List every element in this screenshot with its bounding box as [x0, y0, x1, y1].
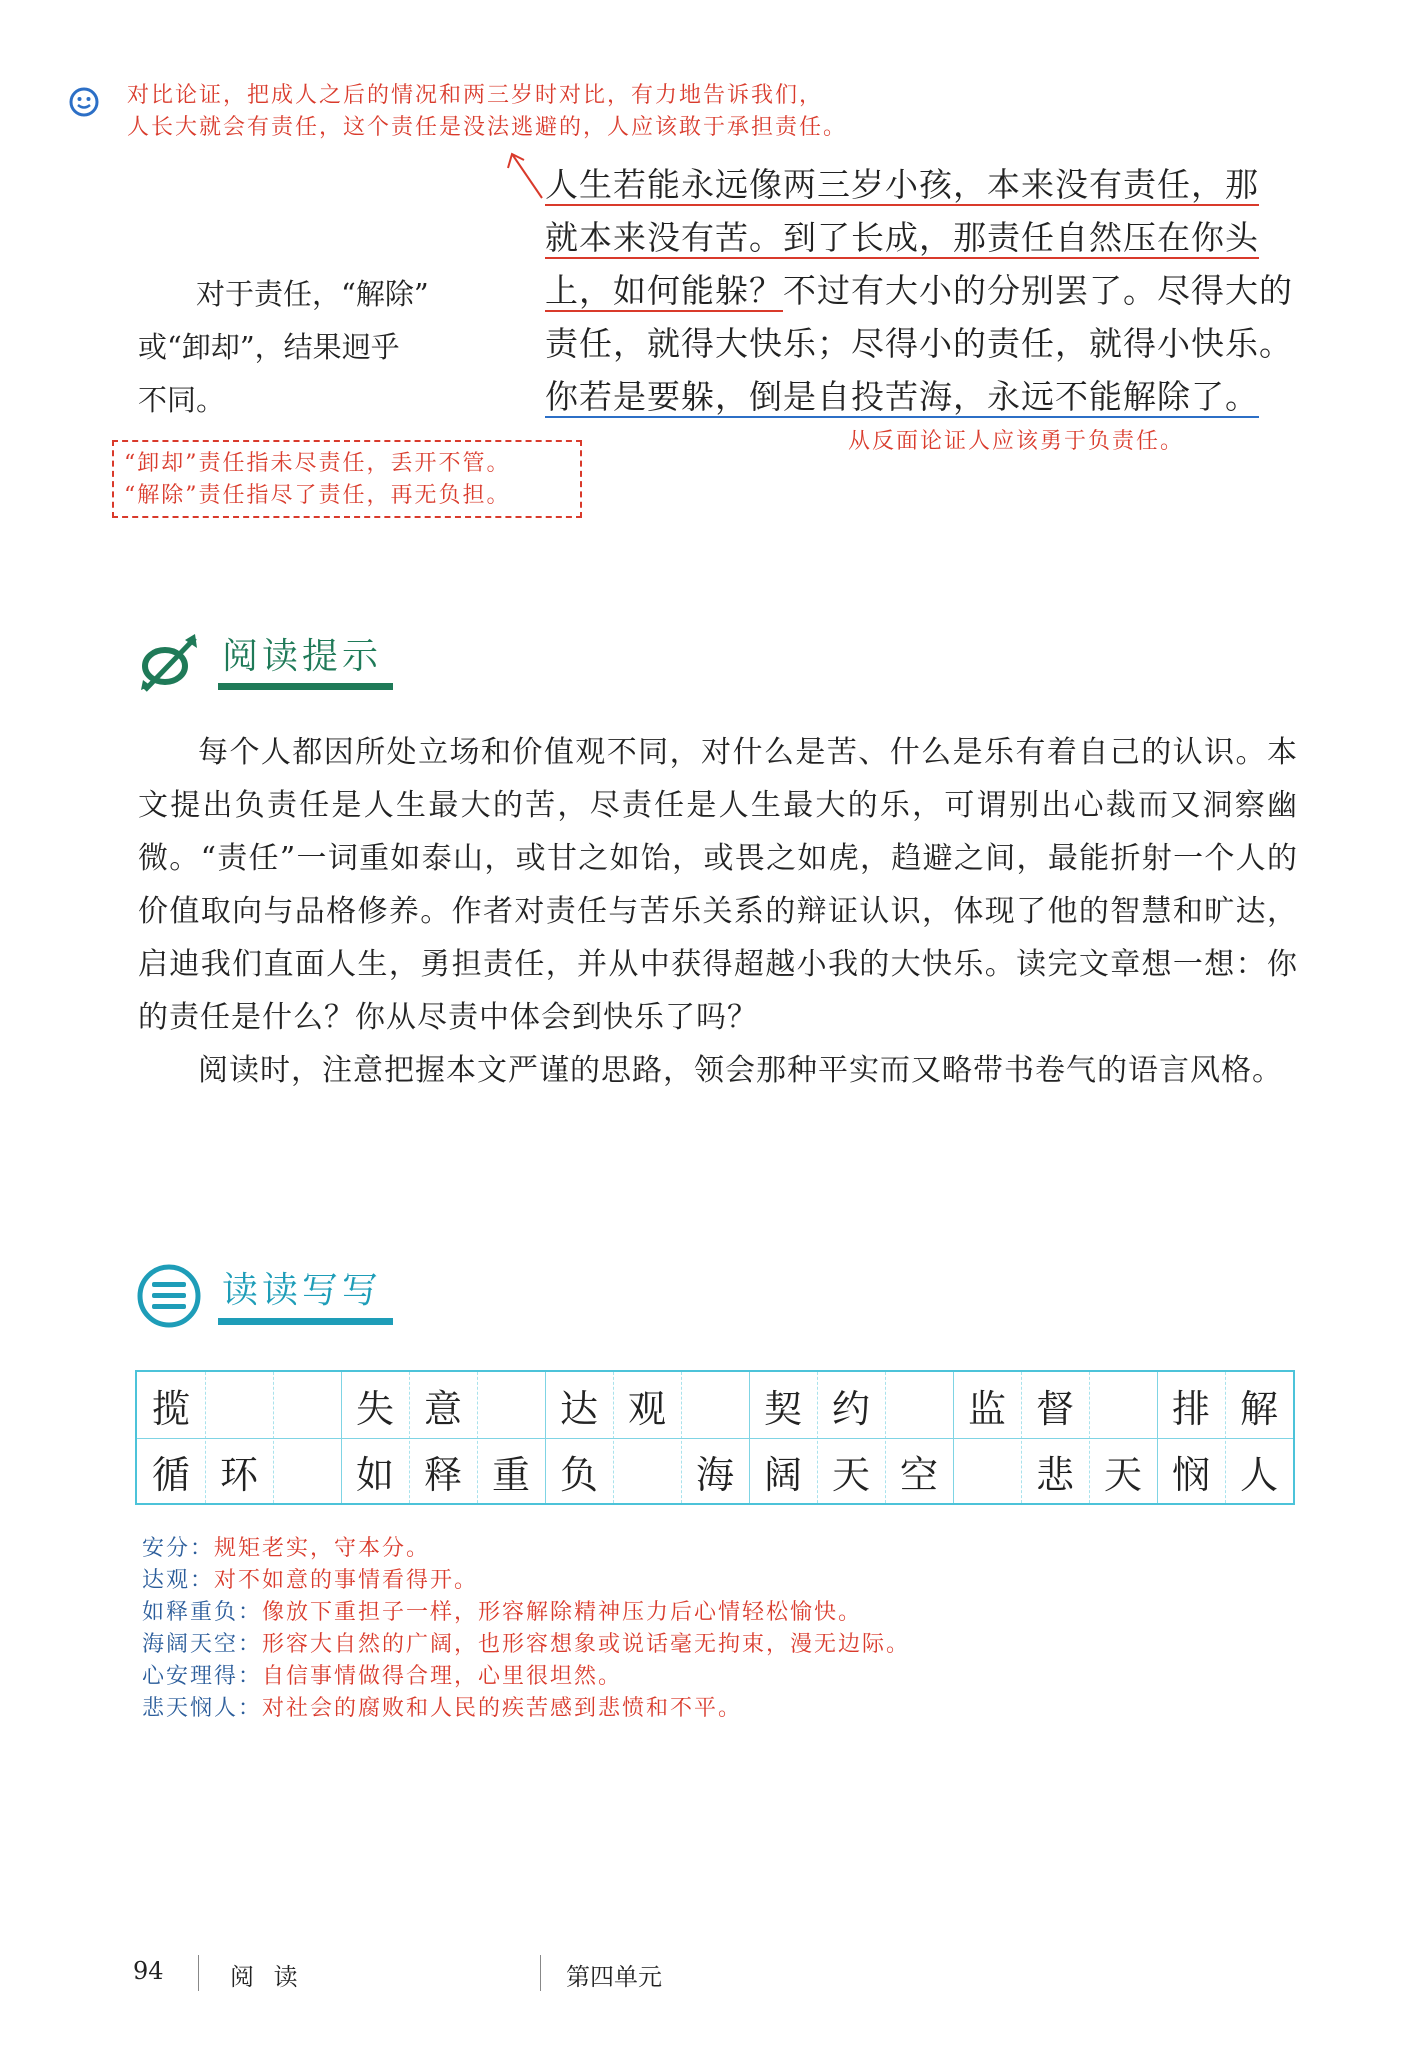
grid-cell [681, 1372, 749, 1438]
annotation-arrow-icon [500, 146, 550, 206]
reading-tips-paragraph-2: 阅读时，注意把握本文严谨的思路，领会那种平实而又略带书卷气的语言风格。 [198, 1053, 1283, 1088]
top-annotation-line-1: 对比论证，把成人之后的情况和两三岁时对比，有力地告诉我们， [127, 83, 824, 108]
side-note-line-1: 对于责任，“解除” [196, 277, 429, 311]
passage-line-3b: 不过有大小的分别罢了。尽得大的 [783, 271, 1293, 310]
passage-line-5: 你若是要躲，倒是自投苦海，永远不能解除了。 [545, 377, 1259, 416]
reading-tips-paragraph-1: 每个人都因所处立场和价值观不同，对什么是苦、什么是乐有着自己的认识。本文提出负责任是人生最大的苦，尽责任是人生最大的乐，可谓别出心裁而又洞察幽微。“责任”一词重如泰山，或甘之如饴，或畏之如虎，趋避之间，最能折射一个人的价值取向与品格修养。作者对责任与苦乐关系的辩证认识，体现了他的智慧和旷达，启迪我们直面人生，勇担责任，并从中获得超越小我的大快乐。读完文章想一想：你的责任是什么？你从尽责中体会到快乐了吗？ [138, 735, 1298, 1035]
grid-cell: 监 [967, 1386, 1006, 1431]
grid-cell: 观 [627, 1386, 666, 1431]
grid-cell: 空 [899, 1452, 938, 1497]
read-write-underline [218, 1318, 393, 1325]
glossary-row: 悲天悯人：对社会的腐败和人民的疾苦感到悲愤和不平。 [142, 1696, 743, 1721]
top-annotation-line-2: 人长大就会有责任，这个责任是没法逃避的，人应该敢于承担责任。 [127, 115, 848, 140]
glossary-row: 达观：对不如意的事情看得开。 [142, 1568, 479, 1593]
passage-line-3a: 上，如何能躲？ [545, 271, 783, 310]
grid-cell: 约 [831, 1386, 870, 1431]
grid-cell: 释 [423, 1452, 462, 1497]
grid-cell: 失 [355, 1386, 394, 1431]
footer-unit-label: 第四单元 [566, 1963, 662, 1991]
grid-cell: 排 [1171, 1386, 1210, 1431]
grid-cell: 阔 [763, 1452, 802, 1497]
dashed-annotation-line-2: “解除”责任指尽了责任，再无负担。 [124, 483, 511, 508]
right-annotation: 从反面论证人应该勇于负责任。 [848, 429, 1185, 454]
side-note [138, 268, 468, 427]
grid-cell: 督 [1035, 1386, 1074, 1431]
grid-cell: 意 [423, 1386, 462, 1431]
glossary-row: 海阔天空：形容大自然的广阔，也形容想象或说话毫无拘束，漫无边际。 [142, 1632, 911, 1657]
grid-cell [1089, 1372, 1157, 1438]
glossary-row: 心安理得：自信事情做得合理，心里很坦然。 [142, 1664, 623, 1689]
side-note-line-3: 不同。 [138, 383, 226, 417]
glossary-row: 如释重负：像放下重担子一样，形容解除精神压力后心情轻松愉快。 [142, 1600, 863, 1625]
smiley-icon [68, 86, 100, 118]
grid-cell: 海 [695, 1452, 734, 1497]
grid-cell: 环 [219, 1452, 258, 1497]
passage-line-2: 就本来没有苦。到了长成，那责任自然压在你头 [545, 218, 1259, 257]
grid-cell: 如 [355, 1452, 394, 1497]
grid-cell: 揽 [151, 1386, 190, 1431]
grid-cell: 天 [1103, 1452, 1142, 1497]
main-passage [545, 158, 1305, 423]
grid-cell: 解 [1239, 1386, 1278, 1431]
writing-grid [135, 1370, 1295, 1505]
grid-cell [477, 1372, 545, 1438]
dashed-annotation-line-1: “卸却”责任指未尽责任，丢开不管。 [124, 451, 511, 476]
grid-cell: 契 [763, 1386, 802, 1431]
top-annotation [127, 80, 1127, 144]
grid-cell: 天 [831, 1452, 870, 1497]
grid-cell: 循 [151, 1452, 190, 1497]
reading-tips-body [138, 726, 1298, 1097]
grid-cell [205, 1372, 273, 1438]
grid-cell [885, 1372, 953, 1438]
grid-cell: 重 [491, 1452, 530, 1497]
read-write-title: 读读写写 [222, 1270, 383, 1311]
dashed-annotation-box [112, 440, 582, 518]
grid-cell [953, 1438, 1021, 1504]
grid-cell [613, 1438, 681, 1504]
glossary-row: 安分：规矩老实，守本分。 [142, 1536, 431, 1561]
reading-tips-underline [218, 683, 393, 690]
footer-section-label: 阅 读 [230, 1963, 304, 1991]
reading-tips-icon [135, 628, 203, 696]
passage-line-4: 责任，就得大快乐；尽得小的责任，就得小快乐。 [545, 324, 1293, 363]
grid-cell: 悯 [1171, 1452, 1210, 1497]
grid-cell [273, 1372, 341, 1438]
page-number: 94 [133, 1957, 164, 1985]
glossary [142, 1533, 910, 1725]
footer-divider [540, 1955, 541, 1991]
grid-cell: 负 [559, 1452, 598, 1497]
grid-cell [273, 1438, 341, 1504]
footer-divider [198, 1955, 199, 1991]
grid-cell: 达 [559, 1386, 598, 1431]
side-note-line-2: 或“卸却”，结果迥乎 [138, 330, 400, 364]
read-write-icon [135, 1262, 203, 1330]
reading-tips-title: 阅读提示 [222, 636, 383, 677]
grid-cell: 人 [1239, 1452, 1278, 1497]
grid-cell: 悲 [1035, 1452, 1074, 1497]
passage-line-1: 人生若能永远像两三岁小孩，本来没有责任，那 [545, 165, 1259, 204]
